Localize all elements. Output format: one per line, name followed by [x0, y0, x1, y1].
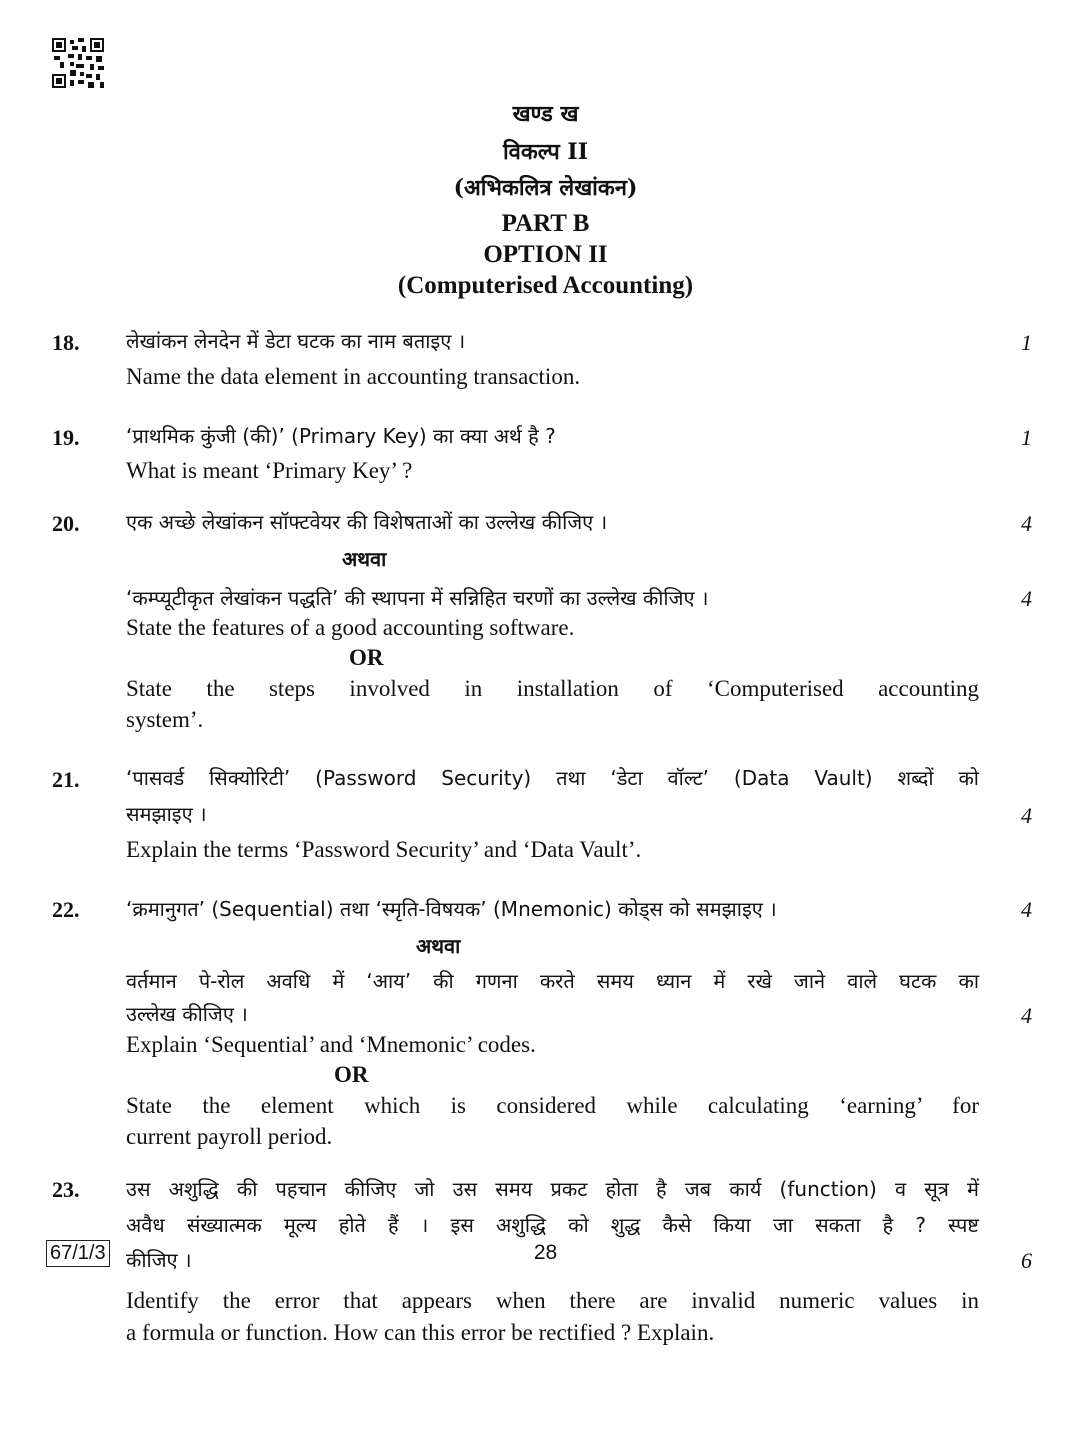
- question-text-hindi: उस अशुद्धि की पहचान कीजिए जो उस समय प्रकट होता है जब कार्य (function) व सूत्र में: [126, 1177, 979, 1201]
- question-number: 22.: [52, 897, 80, 922]
- subject-heading: (Computerised Accounting): [397, 272, 694, 299]
- question-text: current payroll period.: [126, 1124, 333, 1149]
- section-heading-hindi: खण्ड ख: [512, 101, 579, 127]
- question-text-hindi: लेखांकन लेनदेन में डेटा घटक का नाम बताइए ।: [126, 329, 466, 353]
- question-text: Name the data element in accounting transaction.: [126, 364, 581, 389]
- question-number: 18.: [52, 330, 80, 355]
- question-text-hindi: ‘प्राथमिक कुंजी (की)’ (Primary Key) का क्या अर्थ है ?: [126, 424, 556, 448]
- question-text: Identify the error that appears when there are invalid numeric values in: [126, 1288, 979, 1313]
- option-heading-hindi: विकल्प II: [502, 139, 588, 165]
- option-heading: OPTION II: [483, 241, 608, 268]
- or-separator: OR: [334, 1062, 369, 1087]
- question-number: 21.: [52, 767, 80, 792]
- question-text-hindi: एक अच्छे लेखांकन सॉफ्टवेयर की विशेषताओं का उल्लेख कीजिए ।: [126, 510, 608, 534]
- question-number: 20.: [52, 511, 80, 536]
- question-text: State the steps involved in installation of ‘Computerised accounting: [126, 676, 979, 701]
- part-heading: PART B: [501, 210, 590, 237]
- question-text-hindi: ‘क्रमानुगत’ (Sequential) तथा ‘स्मृति-विषयक’ (Mnemonic) कोड्स को समझाइए ।: [126, 897, 777, 921]
- question-number: 23.: [52, 1177, 80, 1202]
- or-separator-hindi: अथवा: [416, 934, 461, 958]
- or-separator: OR: [349, 645, 384, 670]
- question-text-hindi: कीजिए ।: [126, 1248, 192, 1272]
- page-number: 28: [533, 1241, 558, 1264]
- question-text-hindi: ‘पासवर्ड सिक्योरिटी’ (Password Security) तथा ‘डेटा वॉल्ट’ (Data Vault) शब्दों को: [126, 766, 979, 790]
- question-text: State the features of a good accounting software.: [126, 615, 575, 640]
- question-text-hindi: अवैध संख्यात्मक मूल्य होते हैं । इस अशुद्धि को शुद्ध कैसे किया जा सकता है ? स्पष्ट: [126, 1213, 979, 1237]
- qr-code-icon: [52, 38, 104, 88]
- subject-heading-hindi: (अभिकलित्र लेखांकन): [453, 175, 638, 201]
- question-marks: 4: [1021, 586, 1032, 611]
- question-text: Explain ‘Sequential’ and ‘Mnemonic’ codes.: [126, 1032, 536, 1057]
- question-text-hindi: उल्लेख कीजिए ।: [126, 1002, 248, 1026]
- question-marks: 6: [1021, 1248, 1032, 1273]
- question-text-hindi: वर्तमान पे-रोल अवधि में ‘आय’ की गणना करते समय ध्यान में रखे जाने वाले घटक का: [126, 969, 979, 993]
- question-text: system’.: [126, 707, 204, 732]
- question-marks: 1: [1021, 425, 1032, 450]
- question-marks: 1: [1021, 330, 1032, 355]
- question-text: State the element which is considered while calculating ‘earning’ for: [126, 1093, 979, 1118]
- question-number: 19.: [52, 425, 80, 450]
- or-separator-hindi: अथवा: [342, 547, 387, 571]
- question-marks: 4: [1021, 511, 1032, 536]
- question-marks: 4: [1021, 1003, 1032, 1028]
- question-marks: 4: [1021, 897, 1032, 922]
- question-text-hindi: समझाइए ।: [126, 802, 207, 826]
- question-marks: 4: [1021, 803, 1032, 828]
- question-text: a formula or function. How can this error be rectified ? Explain.: [126, 1320, 715, 1345]
- question-text: Explain the terms ‘Password Security’ and ‘Data Vault’.: [126, 837, 642, 862]
- paper-code: 67/1/3: [46, 1240, 110, 1267]
- question-text-hindi: ‘कम्प्यूटीकृत लेखांकन पद्धति’ की स्थापना में सन्निहित चरणों का उल्लेख कीजिए ।: [126, 586, 709, 610]
- question-text: What is meant ‘Primary Key’ ?: [126, 458, 413, 483]
